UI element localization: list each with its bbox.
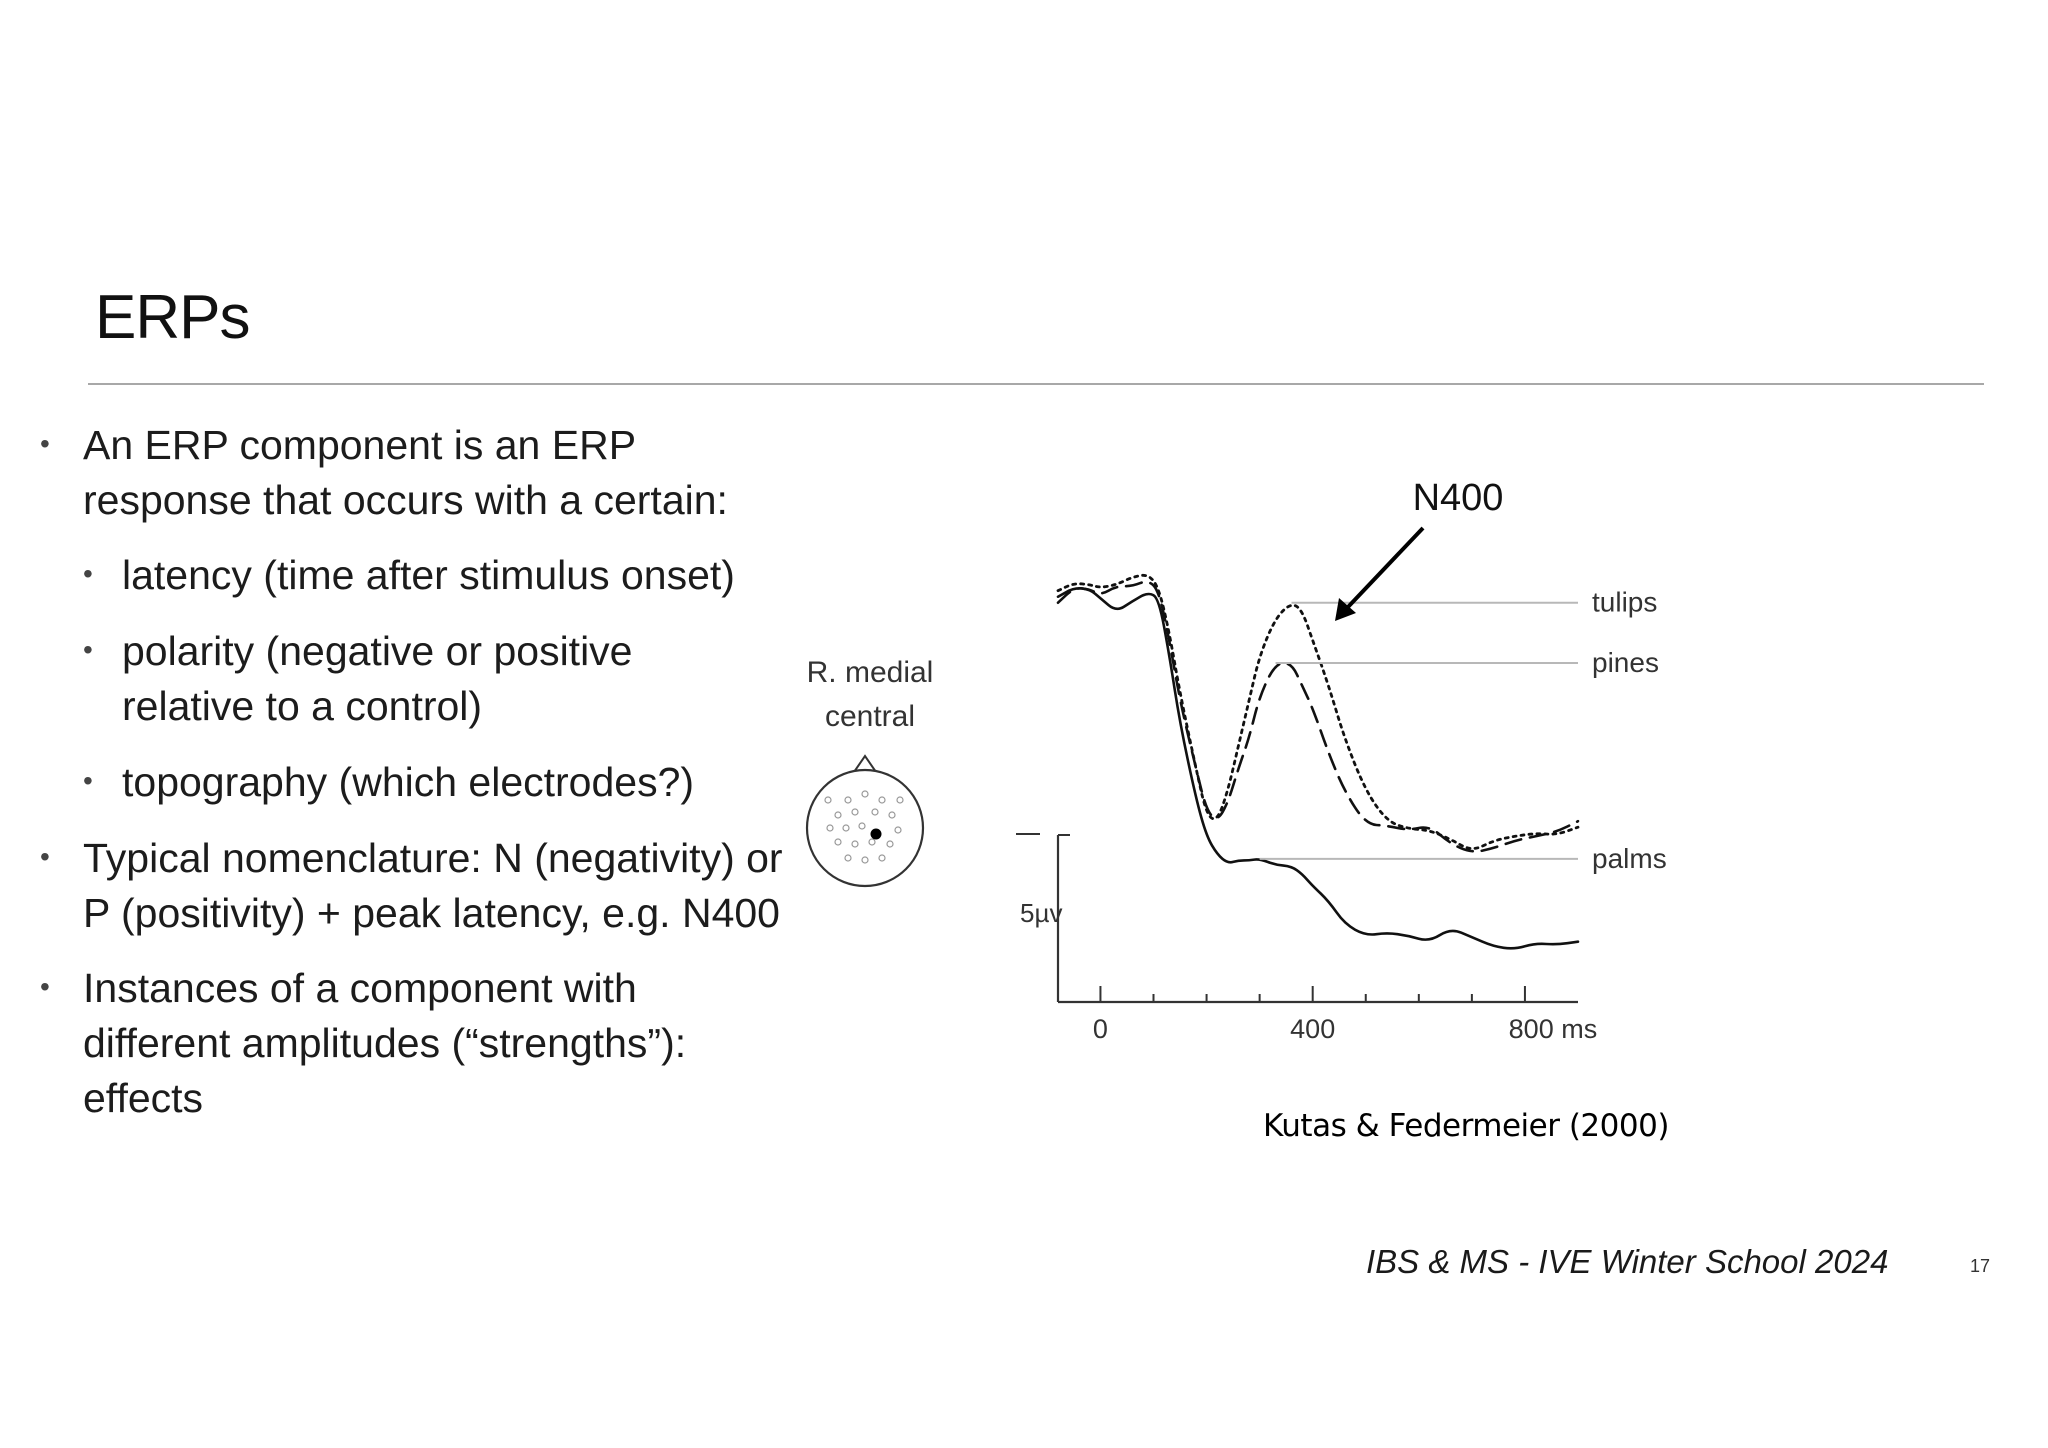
electrode-label-line1: R. medial <box>806 656 934 689</box>
bullet-glyph: • <box>83 558 93 589</box>
bullet-item <box>40 831 813 941</box>
bullet-glyph: • <box>40 428 50 459</box>
bullet-glyph: • <box>40 841 50 872</box>
bullet-text: topography (which electrodes?) <box>122 759 695 805</box>
page-number: 17 <box>1970 1256 1991 1276</box>
title-divider <box>88 383 1984 385</box>
bullet-list <box>40 418 800 1126</box>
sub-bullet-item <box>40 548 800 603</box>
bullet-glyph: • <box>83 634 93 665</box>
bullet-text: polarity (negative or positive relative to a control) <box>122 628 633 729</box>
bullet-text: Typical nomenclature: N (negativity) or P (positivity) + peak latency, e.g. N400 <box>83 835 783 936</box>
sub-bullet-item <box>40 755 800 810</box>
slide-title: ERPs <box>95 283 250 352</box>
bullet-item <box>40 961 773 1126</box>
legend-label-pines: pines <box>1592 647 1659 678</box>
series-line-palms <box>1058 588 1578 948</box>
footer-text: IBS & MS - IVE Winter School 2024 <box>1366 1243 1889 1280</box>
electrode-label-line2: central <box>824 700 916 733</box>
erp-figure <box>780 470 1720 1070</box>
annotation-arrow <box>1335 528 1423 621</box>
erp-waveforms <box>1058 575 1578 948</box>
series-line-pines <box>1058 582 1578 851</box>
x-tick-label: 800 ms <box>1508 1014 1598 1044</box>
scale-bar-label: 5µv <box>1020 898 1063 928</box>
x-tick-label: 0 <box>1092 1014 1108 1044</box>
bullet-item <box>40 418 800 528</box>
n400-annotation: N400 <box>1412 477 1504 519</box>
x-tick-label: 400 <box>1290 1014 1336 1044</box>
sub-bullet-item <box>40 624 742 734</box>
bullet-text: An ERP component is an ERP response that occurs with a certain: <box>83 422 728 523</box>
bullet-text: Instances of a component with different amplitudes (“strengths”): effects <box>83 965 687 1121</box>
head-topography-icon <box>807 756 923 886</box>
legend-label-tulips: tulips <box>1592 586 1658 618</box>
bullet-glyph: • <box>83 765 93 796</box>
bullet-text: latency (time after stimulus onset) <box>122 552 735 598</box>
series-line-tulips <box>1058 575 1578 848</box>
legend-label-palms: palms <box>1592 842 1667 874</box>
citation: Kutas & Federmeier (2000) <box>1263 1108 1669 1144</box>
bullet-glyph: • <box>40 971 50 1002</box>
x-ticks <box>1093 986 1597 1044</box>
